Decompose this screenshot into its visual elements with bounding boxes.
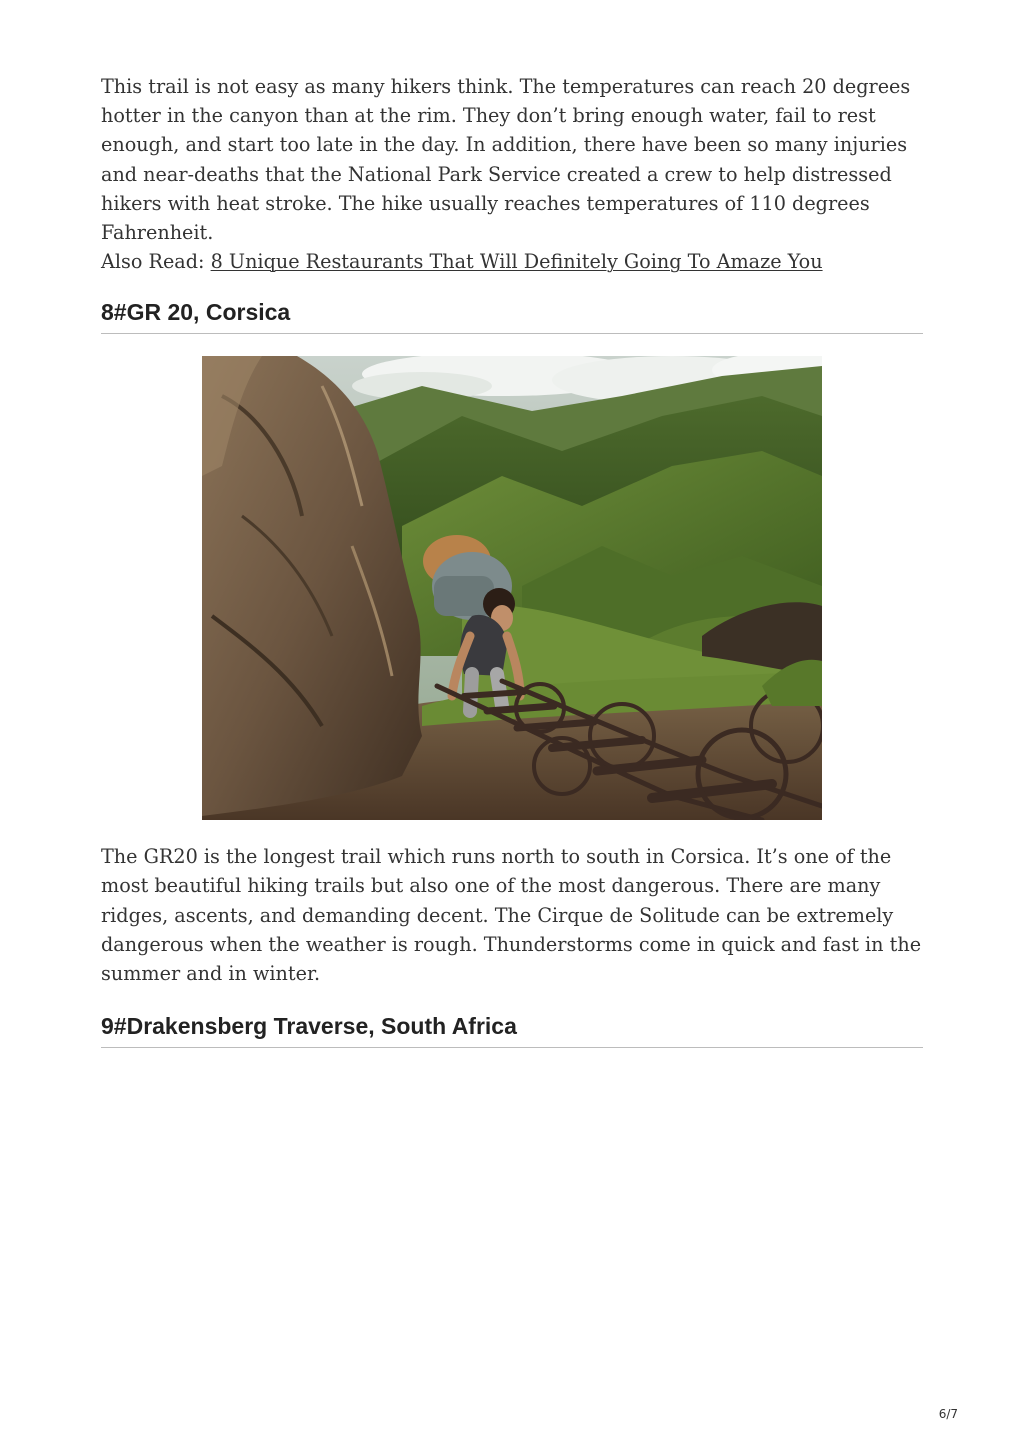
also-read-prefix: Also Read: [101, 250, 211, 274]
section-heading-gr20: 8#GR 20, Corsica [101, 298, 923, 334]
page-number: 6/7 [938, 1407, 958, 1421]
paragraph-canyon-heat: This trail is not easy as many hikers think. The temperatures can reach 20 degrees hotter in the canyon than at the rim. They don’t bring enough water, fail to rest enough, and start too late in the day. In addition, there have been so many injuries and near-deaths that the National Park Service created a crew to help distressed hikers with heat stroke. The hike usually reaches temperatures of 110 degrees Fahrenheit. [101, 75, 911, 245]
photo-illustration [202, 356, 822, 820]
hiker-ladder-photo [202, 356, 822, 820]
also-read-link[interactable]: 8 Unique Restaurants That Will Definitely Going To Amaze You [210, 250, 823, 274]
also-read-line [101, 247, 923, 276]
article-content [101, 72, 923, 1048]
section-heading-drakensberg: 9#Drakensberg Traverse, South Africa [101, 1012, 923, 1048]
paragraph-gr20: The GR20 is the longest trail which runs north to south in Corsica. It’s one of the most beautiful hiking trails but also one of the most dangerous. There are many ridges, ascents, and demanding decent. The Cirque de Solitude can be extremely dangerous when the weather is rough. Thunderstorms come in quick and fast in the summer and in winter. [101, 845, 922, 986]
